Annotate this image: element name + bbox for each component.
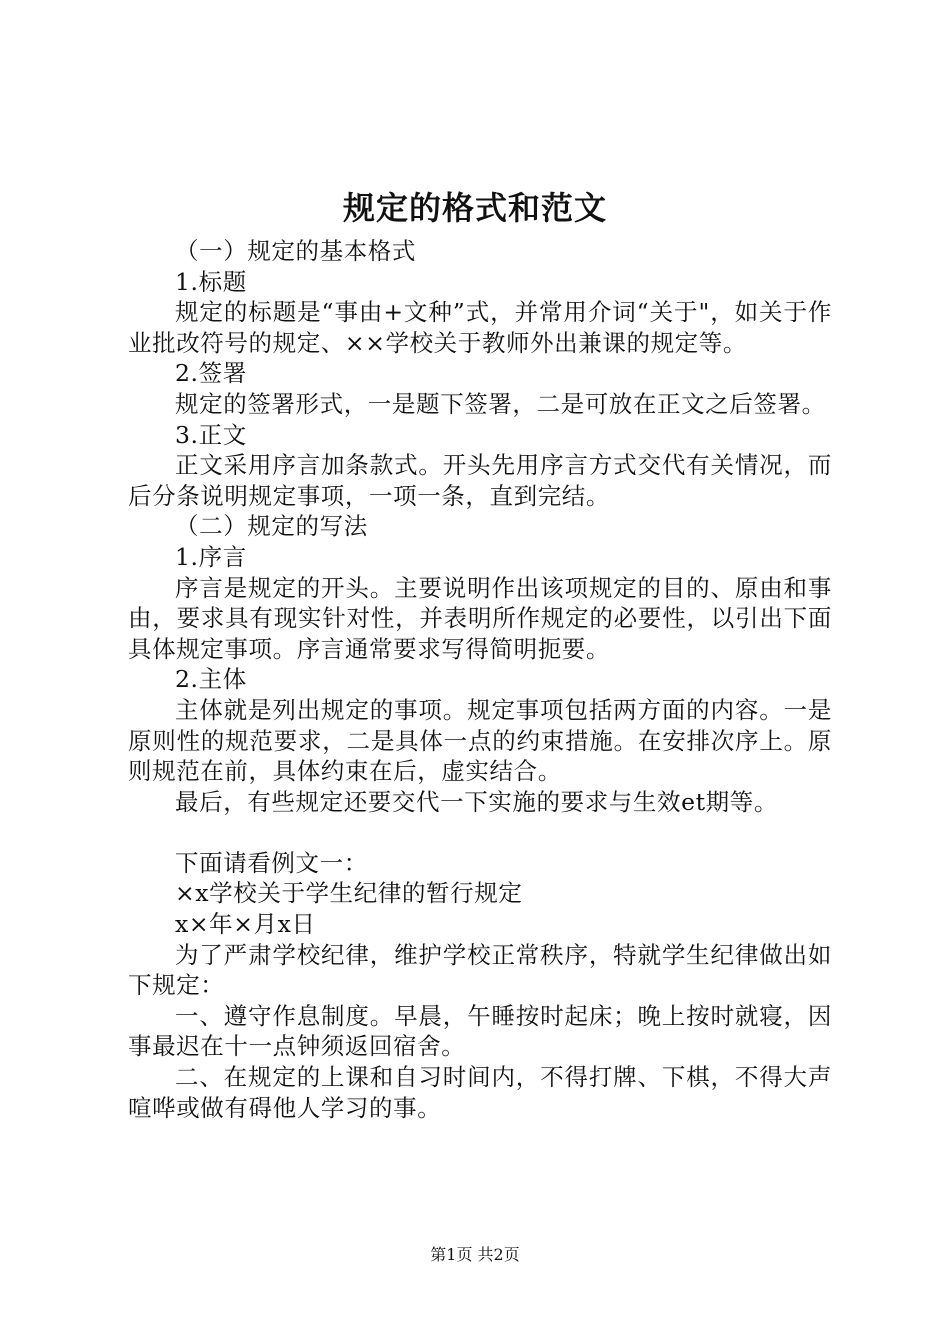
paragraph: 下面请看例文一：: [175, 848, 368, 877]
paragraph: 主体就是列出规定的事项。规定事项包括两方面的内容。一是原则性的规范要求，二是具体一点的约束措施。在安排次序上。原则规范在前，具体约束在后，虚实结合。: [128, 695, 832, 786]
subsection-heading: 1.标题: [175, 267, 247, 296]
example-date: x×年×月x日: [175, 910, 316, 939]
document-body: [128, 236, 832, 1123]
paragraph: 正文采用序言加条款式。开头先用序言方式交代有关情况，而后分条说明规定事项，一项一条，直到完结。: [128, 451, 832, 510]
page-footer: 第1页 共2页: [430, 1245, 520, 1264]
subsection-heading: 1.序言: [175, 542, 247, 571]
subsection-heading: 3.正文: [175, 420, 247, 449]
subsection-heading: 2.签署: [175, 359, 247, 388]
paragraph: 最后，有些规定还要交代一下实施的要求与生效et期等。: [175, 787, 778, 816]
blank-line: [128, 817, 832, 848]
section-heading: （二）规定的写法: [175, 512, 368, 541]
paragraph: 规定的标题是“事由+文种”式，并常用介词“关于"，如关于作业批改符号的规定、××学校关于教师外出兼课的规定等。: [128, 298, 832, 357]
example-title: ×x学校关于学生纪律的暂行规定: [175, 879, 523, 908]
paragraph: 一、遵守作息制度。早晨，午睡按时起床；晚上按时就寝，因事最迟在十一点钟须返回宿舍。: [128, 1001, 832, 1061]
paragraph: 二、在规定的上课和自习时间内，不得打牌、下棋，不得大声喧哗或做有碍他人学习的事。: [128, 1063, 832, 1122]
paragraph: 为了严肃学校纪律，维护学校正常秩序，特就学生纪律做出如下规定：: [128, 940, 832, 1000]
document-title: 规定的格式和范文: [342, 189, 607, 227]
section-heading: （一）规定的基本格式: [175, 237, 416, 265]
paragraph: 规定的签署形式，一是题下签署，二是可放在正文之后签署。: [175, 389, 826, 418]
paragraph: 序言是规定的开头。主要说明作出该项规定的目的、原由和事由，要求具有现实针对性，并表明所作规定的必要性，以引出下面具体规定事项。序言通常要求写得简明扼要。: [128, 573, 832, 663]
subsection-heading: 2.主体: [175, 665, 247, 694]
